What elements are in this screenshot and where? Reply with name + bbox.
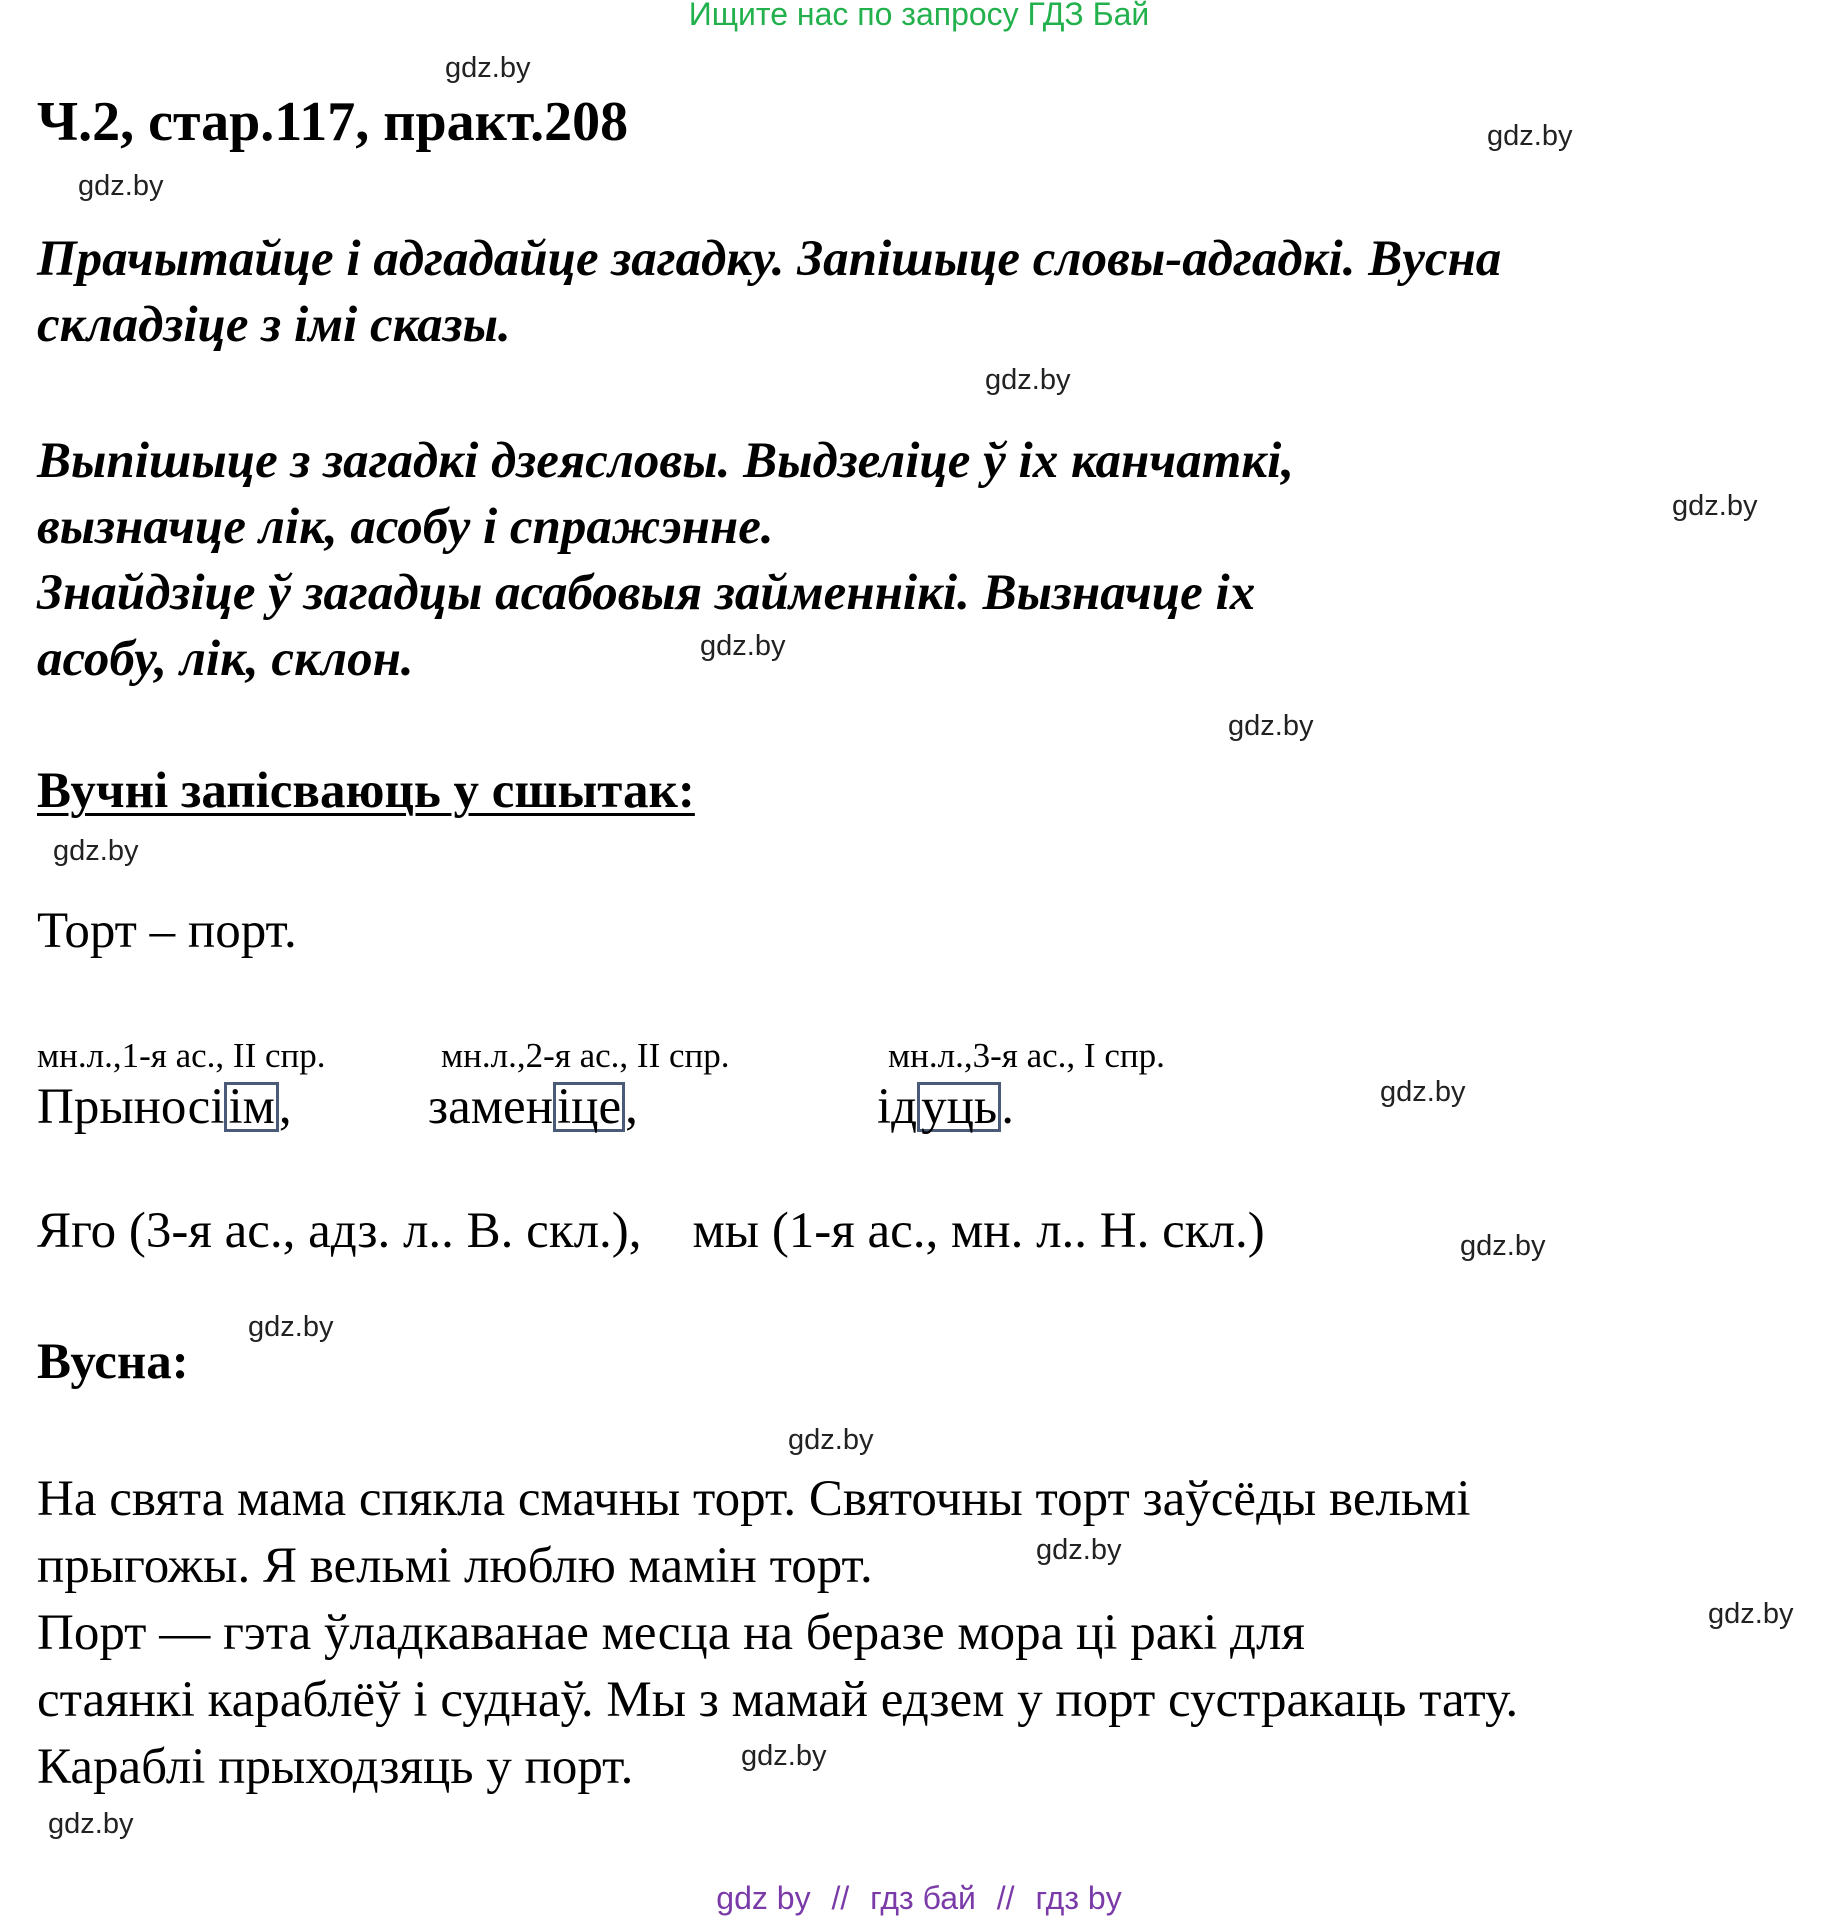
- notebook-heading: Вучні запісваюць у сшытак:: [37, 763, 695, 819]
- verb-word: [37, 1078, 292, 1136]
- instruction-line: Прачытайце і адгадайце загадку. Запішыце словы-адгадкі. Вусна: [37, 231, 1502, 287]
- verb-stem: Прыносі: [37, 1079, 225, 1135]
- watermark: gdz.by: [78, 170, 164, 202]
- watermark: gdz.by: [248, 1311, 334, 1343]
- footer-separator: //: [996, 1880, 1015, 1916]
- watermark: gdz.by: [1036, 1534, 1122, 1566]
- verb-punct: ,: [278, 1079, 292, 1135]
- footer-link[interactable]: gdz by: [716, 1880, 811, 1916]
- verb-ending-box: уць: [917, 1082, 1001, 1132]
- oral-line: Караблі прыходзяць у порт.: [37, 1739, 634, 1795]
- verb-stem: ід: [877, 1079, 918, 1135]
- instruction-line: Выпішыце з загадкі дзеясловы. Выдзеліце ў іх канчаткі,: [37, 433, 1295, 489]
- footer-separator: //: [831, 1880, 850, 1916]
- verb-ending-box: іце: [553, 1082, 625, 1132]
- page-title: Ч.2, стар.117, практ.208: [37, 91, 629, 153]
- verb-note: мн.л.,2-я ас., ІІ спр.: [441, 1036, 730, 1075]
- oral-line: На свята мама спякла смачны торт. Святочны торт заўсёды вельмі: [37, 1471, 1471, 1527]
- watermark: gdz.by: [985, 364, 1071, 396]
- verb-ending-box: ім: [224, 1082, 278, 1132]
- verb-note: мн.л.,1-я ас., ІІ спр.: [37, 1036, 326, 1075]
- verb-stem: замен: [428, 1079, 553, 1135]
- oral-line: прыгожы. Я вельмі люблю мамін торт.: [37, 1538, 873, 1594]
- watermark: gdz.by: [788, 1424, 874, 1456]
- watermark: gdz.by: [445, 52, 531, 84]
- watermark: gdz.by: [48, 1808, 134, 1840]
- instruction-line: вызначце лік, асобу і спражэнне.: [37, 499, 774, 555]
- verb-note: мн.л.,3-я ас., І спр.: [888, 1036, 1165, 1075]
- top-banner: Ищите нас по запросу ГДЗ Бай: [688, 0, 1150, 32]
- pronouns-line: Яго (3-я ас., адз. л.. В. скл.), мы (1-я ас., мн. л.. Н. скл.): [37, 1203, 1265, 1259]
- answer-words: Торт – порт.: [37, 903, 297, 959]
- verb-word: [428, 1078, 638, 1136]
- watermark: gdz.by: [1380, 1076, 1466, 1108]
- watermark: gdz.by: [1228, 710, 1314, 742]
- verb-punct: .: [1001, 1079, 1014, 1135]
- footer-links: [0, 1880, 1838, 1917]
- watermark: gdz.by: [53, 835, 139, 867]
- instruction-line: Знайдзіце ў загадцы асабовыя займеннікі. Вызначце іх: [37, 565, 1256, 621]
- instruction-line: складзіце з імі сказы.: [37, 297, 511, 353]
- verb-word: [877, 1078, 1014, 1136]
- watermark: gdz.by: [1672, 490, 1758, 522]
- footer-link[interactable]: гдз by: [1035, 1880, 1122, 1916]
- watermark: gdz.by: [700, 630, 786, 662]
- watermark: gdz.by: [1487, 120, 1573, 152]
- oral-line: стаянкі караблёў і суднаў. Мы з мамай едзем у порт сустракаць тату.: [37, 1672, 1519, 1728]
- instruction-line: асобу, лік, склон.: [37, 631, 414, 687]
- watermark: gdz.by: [1460, 1230, 1546, 1262]
- verb-punct: ,: [625, 1079, 638, 1135]
- oral-heading: Вусна:: [37, 1334, 189, 1390]
- watermark: gdz.by: [1708, 1598, 1794, 1630]
- watermark: gdz.by: [741, 1740, 827, 1772]
- oral-line: Порт — гэта ўладкаванае месца на беразе мора ці ракі для: [37, 1605, 1305, 1661]
- footer-link[interactable]: гдз бай: [870, 1880, 976, 1916]
